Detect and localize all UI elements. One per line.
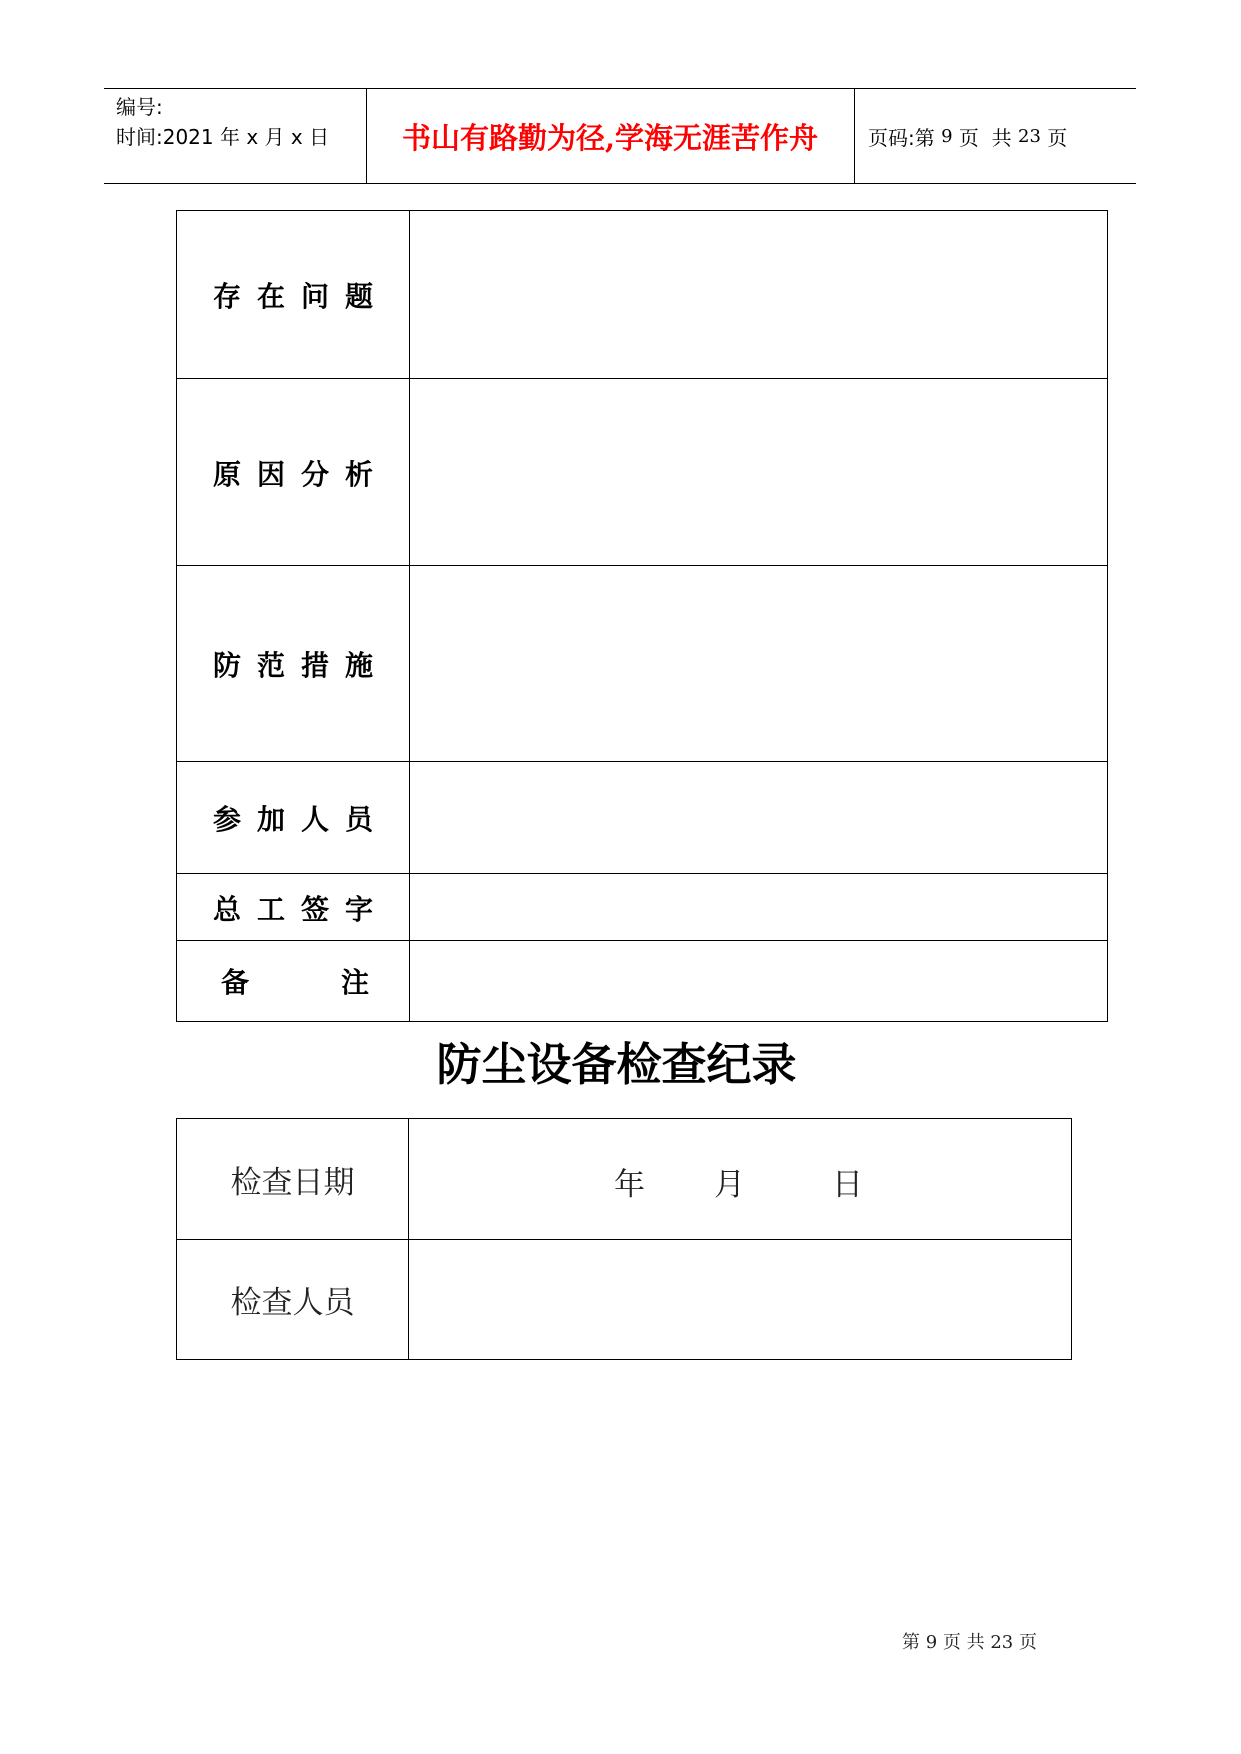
header-page-info (868, 89, 1067, 183)
page-total: 23 (1018, 125, 1041, 147)
row-label-participants: 参加人员 (212, 803, 389, 836)
page-mid: 页 共 (952, 125, 1018, 150)
header-divider (854, 89, 855, 183)
table-row (177, 940, 1107, 1021)
page-number: 9 (941, 125, 953, 147)
table-row (177, 873, 1107, 941)
row-label-problems: 存在问题 (212, 279, 389, 313)
row-label-remarks: 备 注 (221, 966, 369, 999)
doc-time-label: 时间:2021 年 x 月 x 日 (116, 125, 330, 149)
page-prefix: 页码:第 (868, 125, 942, 150)
inspection-table (176, 1118, 1072, 1360)
row-label-preventive-measures: 防范措施 (212, 649, 389, 682)
page-header (104, 88, 1136, 184)
table-row (177, 378, 1107, 566)
record-table (176, 210, 1108, 1022)
inspection-date-label: 检查日期 (230, 1164, 355, 1201)
table-row (177, 211, 1107, 378)
header-motto: 书山有路勤为径,学海无涯苦作舟 (401, 120, 819, 155)
row-label-cause-analysis: 原因分析 (212, 457, 389, 491)
date-month-label: 月 (714, 1167, 745, 1203)
header-meta (116, 92, 329, 152)
table-row (177, 761, 1107, 874)
date-day-label: 日 (832, 1167, 863, 1203)
table-row (177, 565, 1107, 762)
inspector-label: 检查人员 (230, 1284, 355, 1321)
date-year-label: 年 (614, 1167, 645, 1203)
row-label-chief-engineer-signature: 总工签字 (212, 892, 389, 926)
doc-number-label: 编号: (116, 95, 163, 119)
page-footer: 第 9 页 共 23 页 (902, 1632, 1037, 1653)
page-suffix: 页 (1040, 125, 1068, 150)
inspection-date-value (408, 1119, 1071, 1239)
section-title: 防尘设备检查纪录 (436, 1038, 797, 1091)
